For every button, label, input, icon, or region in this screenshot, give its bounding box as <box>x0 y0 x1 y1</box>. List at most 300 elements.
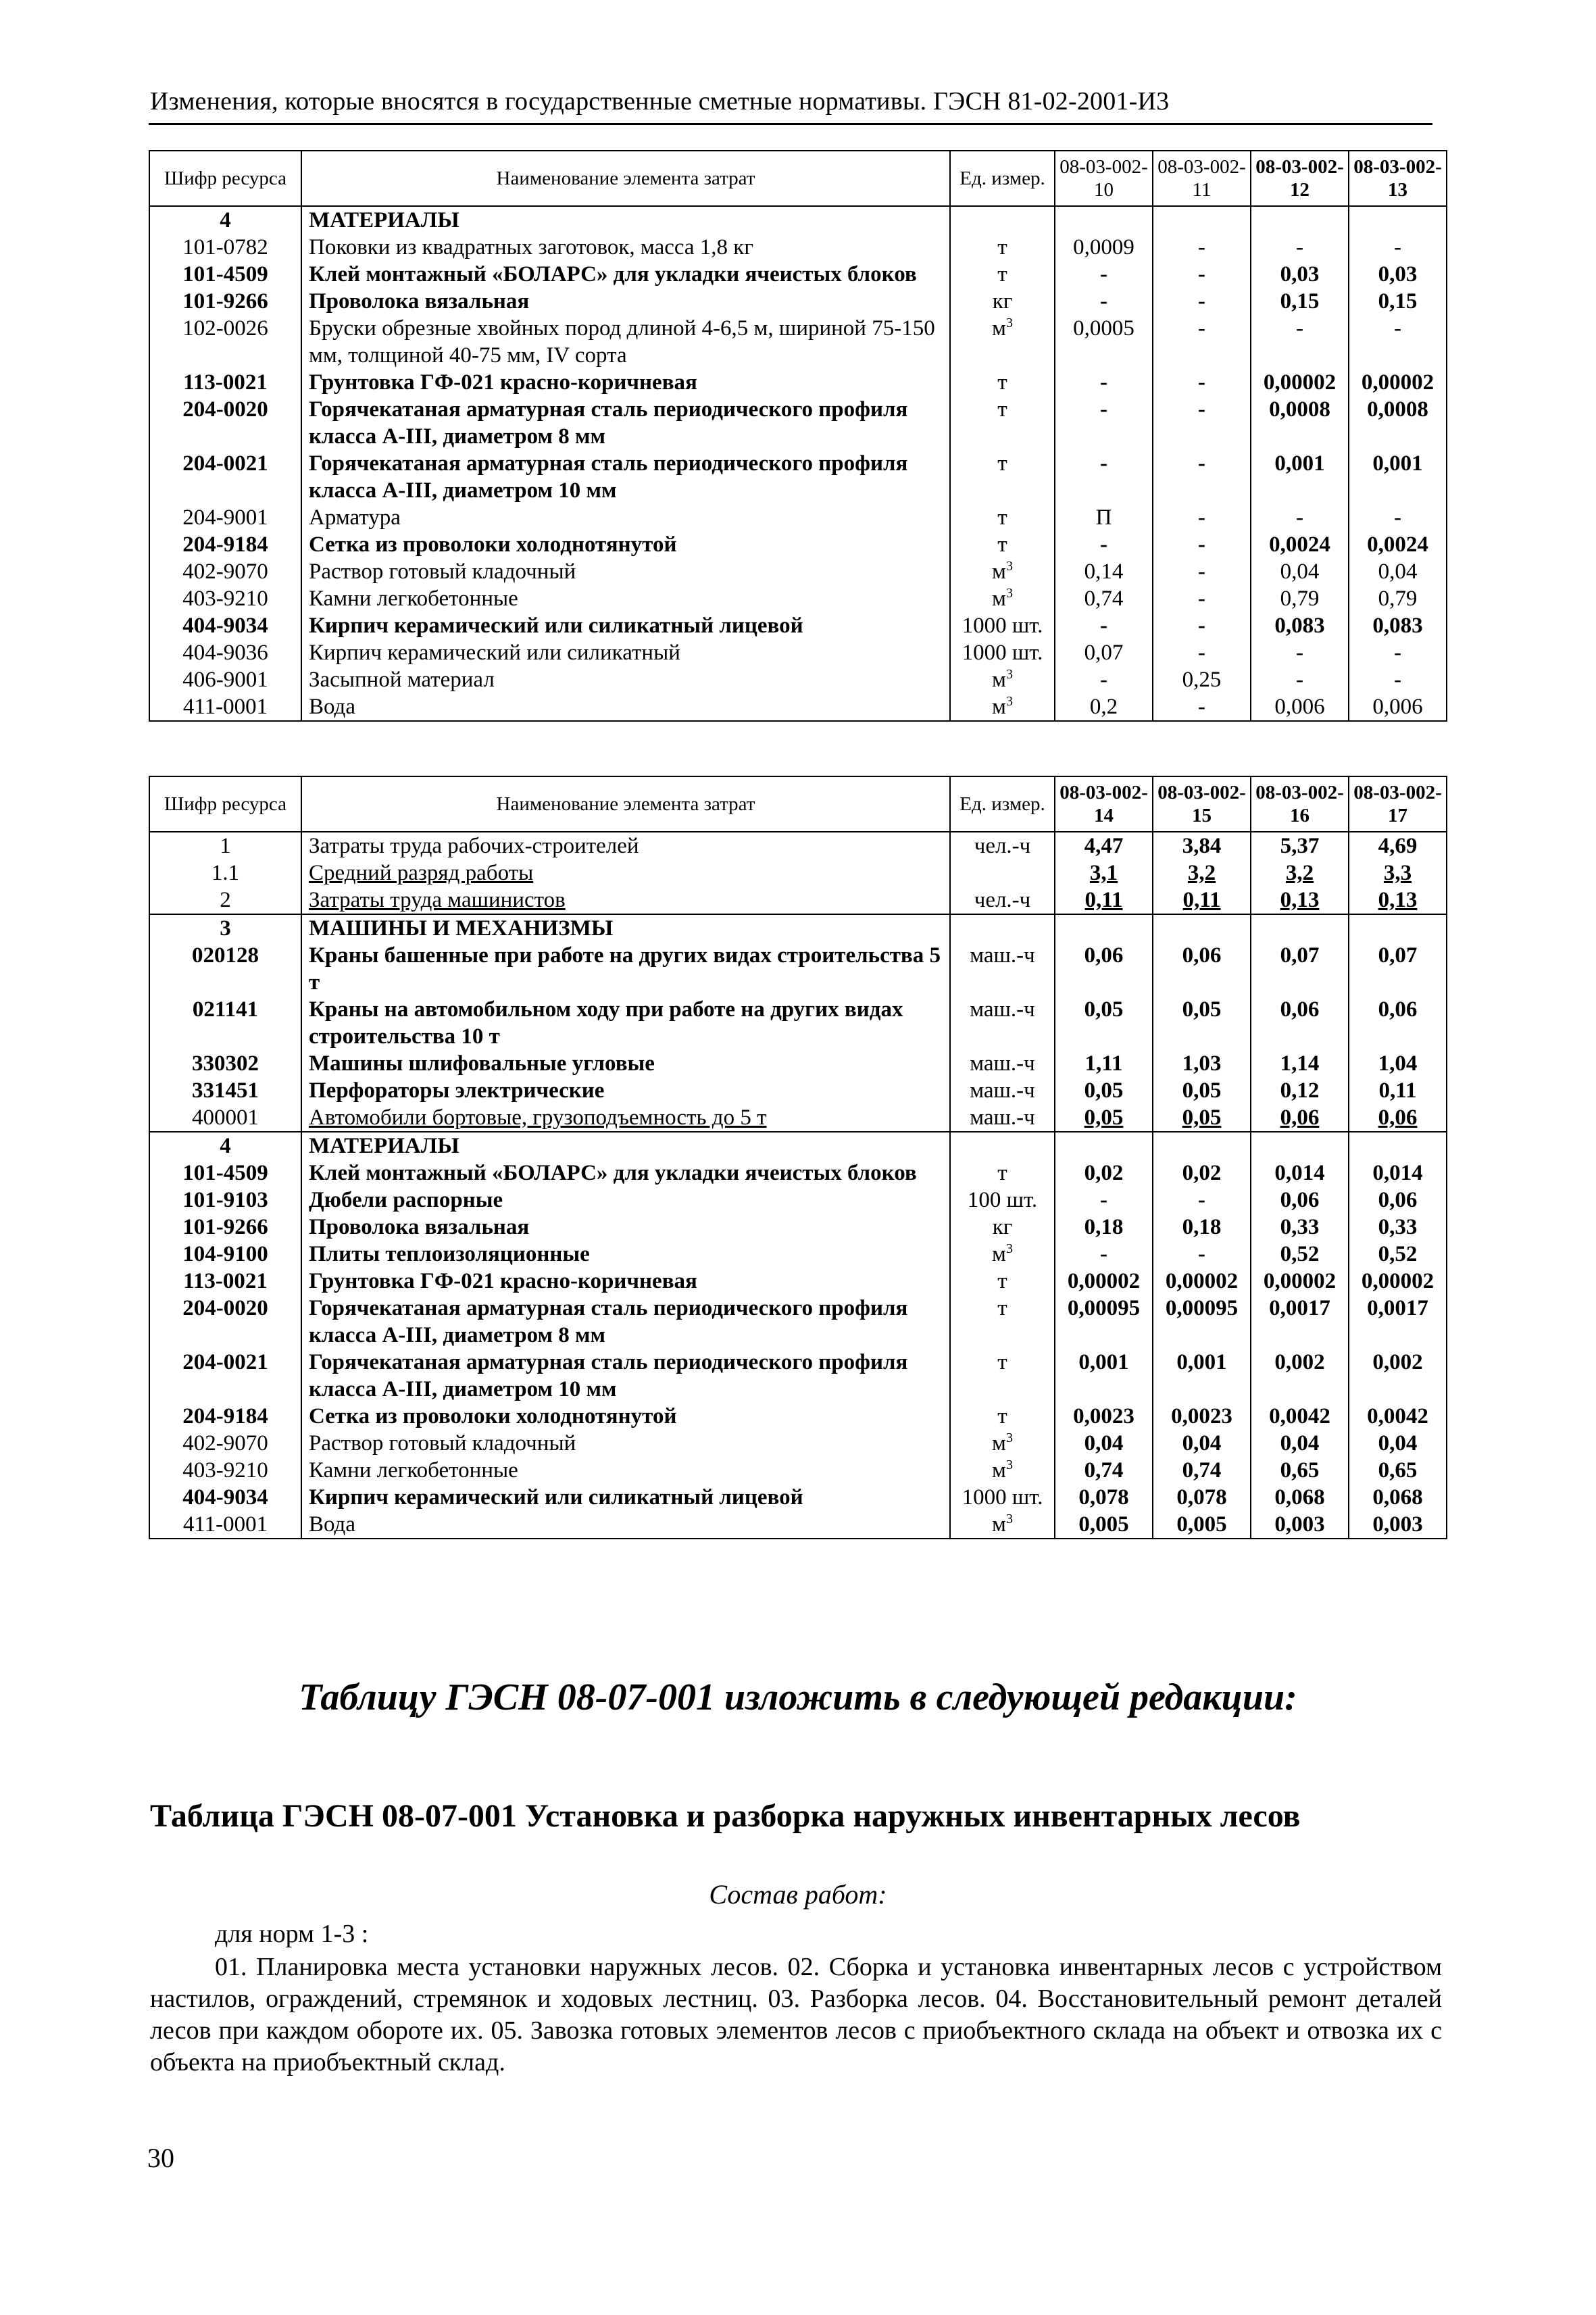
header-col-2: 08-03-002-11 <box>1153 151 1251 206</box>
resource-unit: 1000 шт. <box>950 612 1055 639</box>
resource-code: 402-9070 <box>149 558 301 585</box>
resource-name: Горячекатаная арматурная сталь периодического профиля класса А-III, диаметром 10 мм <box>301 1349 950 1403</box>
value-col-1: 0,05 <box>1055 1077 1153 1104</box>
value-col-3: 0,00002 <box>1251 1268 1349 1295</box>
resource-unit: т <box>950 1295 1055 1349</box>
resource-unit: $м^3$ <box>950 1430 1055 1457</box>
resource-name: Поковки из квадратных заготовок, масса 1,8 кг <box>301 234 950 261</box>
resource-name: Грунтовка ГФ-021 красно-коричневая <box>301 369 950 396</box>
value-col-2: 3,84 <box>1153 832 1251 860</box>
value-col-4: 0,00002 <box>1349 369 1447 396</box>
value-col-1: 0,0009 <box>1055 234 1153 261</box>
header-rule <box>149 123 1432 125</box>
resource-code: 102-0026 <box>149 315 301 369</box>
value-col-2: 0,00002 <box>1153 1268 1251 1295</box>
value-col-3: 0,068 <box>1251 1484 1349 1511</box>
value-col-2: 0,25 <box>1153 666 1251 693</box>
header-col-1: 08-03-002-14 <box>1055 776 1153 832</box>
table-row <box>149 288 1447 315</box>
resource-code: 104-9100 <box>149 1241 301 1268</box>
resource-name: Затраты труда рабочих-строителей <box>301 832 950 860</box>
table-row <box>149 639 1447 666</box>
value-col-4: 0,0024 <box>1349 531 1447 558</box>
value-col-3: 0,0024 <box>1251 531 1349 558</box>
table-row <box>149 942 1447 996</box>
resource-name: Проволока вязальная <box>301 288 950 315</box>
value-col-3: - <box>1251 666 1349 693</box>
table-row <box>149 261 1447 288</box>
value-col-4: 0,06 <box>1349 996 1447 1050</box>
resource-unit: т <box>950 261 1055 288</box>
value-col-2: 1,03 <box>1153 1050 1251 1077</box>
resource-code: 3 <box>149 914 301 942</box>
value-col-1: 0,00095 <box>1055 1295 1153 1349</box>
resource-code: 411-0001 <box>149 1511 301 1539</box>
resource-code: 113-0021 <box>149 369 301 396</box>
value-col-1: - <box>1055 396 1153 450</box>
value-col-1: 0,00002 <box>1055 1268 1153 1295</box>
value-col-3: 0,001 <box>1251 450 1349 504</box>
resource-code: 101-9103 <box>149 1187 301 1214</box>
value-col-3 <box>1251 206 1349 234</box>
resource-unit <box>950 860 1055 887</box>
value-col-4: 0,014 <box>1349 1160 1447 1187</box>
value-col-2: - <box>1153 450 1251 504</box>
resource-name: Вода <box>301 693 950 721</box>
value-col-2: - <box>1153 234 1251 261</box>
resource-code: 403-9210 <box>149 585 301 612</box>
resource-name: Клей монтажный «БОЛАРС» для укладки ячеистых блоков <box>301 1160 950 1187</box>
resource-unit <box>950 1132 1055 1160</box>
resource-name: Краны башенные при работе на других видах строительства 5 т <box>301 942 950 996</box>
value-col-1 <box>1055 1132 1153 1160</box>
value-col-4: - <box>1349 666 1447 693</box>
value-col-3: 0,006 <box>1251 693 1349 721</box>
value-col-3: 0,04 <box>1251 558 1349 585</box>
header-col-2: 08-03-002-15 <box>1153 776 1251 832</box>
value-col-2: 0,11 <box>1153 887 1251 914</box>
resource-unit <box>950 206 1055 234</box>
value-col-3: 0,03 <box>1251 261 1349 288</box>
value-col-4 <box>1349 206 1447 234</box>
value-col-4: 0,068 <box>1349 1484 1447 1511</box>
resource-unit: т <box>950 396 1055 450</box>
value-col-4: 0,006 <box>1349 693 1447 721</box>
resource-unit: т <box>950 504 1055 531</box>
value-col-1: 0,06 <box>1055 942 1153 996</box>
value-col-3 <box>1251 1132 1349 1160</box>
value-col-1: - <box>1055 369 1153 396</box>
resource-code: 204-9184 <box>149 531 301 558</box>
resource-unit: т <box>950 450 1055 504</box>
value-col-4: 0,03 <box>1349 261 1447 288</box>
table-row <box>149 612 1447 639</box>
resource-name: Раствор готовый кладочный <box>301 558 950 585</box>
value-col-2: - <box>1153 639 1251 666</box>
value-col-2: - <box>1153 1241 1251 1268</box>
value-col-2: 0,18 <box>1153 1214 1251 1241</box>
table-row <box>149 693 1447 721</box>
work-composition-heading: Состав работ: <box>709 1879 887 1910</box>
resource-code: 411-0001 <box>149 693 301 721</box>
value-col-4: 1,04 <box>1349 1050 1447 1077</box>
resource-name: Кирпич керамический или силикатный лицевой <box>301 1484 950 1511</box>
value-col-1: 0,05 <box>1055 996 1153 1050</box>
value-col-3: - <box>1251 504 1349 531</box>
value-col-1: 0,078 <box>1055 1484 1153 1511</box>
resource-name: Горячекатаная арматурная сталь периодического профиля класса А-III, диаметром 8 мм <box>301 396 950 450</box>
resource-name: Горячекатаная арматурная сталь периодического профиля класса А-III, диаметром 8 мм <box>301 1295 950 1349</box>
value-col-2: - <box>1153 261 1251 288</box>
value-col-2: - <box>1153 504 1251 531</box>
resource-name: МАТЕРИАЛЫ <box>301 206 950 234</box>
header-code: Шифр ресурса <box>149 151 301 206</box>
resource-unit: т <box>950 1268 1055 1295</box>
value-col-3: 0,0017 <box>1251 1295 1349 1349</box>
value-col-4: 0,65 <box>1349 1457 1447 1484</box>
resource-name: Вода <box>301 1511 950 1539</box>
value-col-1: 3,1 <box>1055 860 1153 887</box>
value-col-1: 0,2 <box>1055 693 1153 721</box>
table-row <box>149 996 1447 1050</box>
table-header-row <box>149 776 1447 832</box>
header-col-3: 08-03-002-12 <box>1251 151 1349 206</box>
table-row <box>149 1430 1447 1457</box>
value-col-2: - <box>1153 558 1251 585</box>
value-col-1: - <box>1055 612 1153 639</box>
resource-code: 4 <box>149 1132 301 1160</box>
header-unit: Ед. измер. <box>950 776 1055 832</box>
value-col-4: 0,04 <box>1349 1430 1447 1457</box>
resource-code: 403-9210 <box>149 1457 301 1484</box>
resource-code: 404-9034 <box>149 612 301 639</box>
table-row <box>149 315 1447 369</box>
resource-code: 204-0020 <box>149 396 301 450</box>
resource-name: Камни легкобетонные <box>301 1457 950 1484</box>
resource-name: Клей монтажный «БОЛАРС» для укладки ячеистых блоков <box>301 261 950 288</box>
value-col-4: - <box>1349 504 1447 531</box>
table-row <box>149 1160 1447 1187</box>
value-col-4 <box>1349 1132 1447 1160</box>
value-col-2: - <box>1153 288 1251 315</box>
resource-unit: маш.-ч <box>950 1104 1055 1132</box>
resource-code: 2 <box>149 887 301 914</box>
table-row <box>149 1403 1447 1430</box>
value-col-2: 0,00095 <box>1153 1295 1251 1349</box>
resource-code: 402-9070 <box>149 1430 301 1457</box>
resource-name: Проволока вязальная <box>301 1214 950 1241</box>
resource-unit: $м^3$ <box>950 315 1055 369</box>
value-col-3: 0,002 <box>1251 1349 1349 1403</box>
value-col-4: 0,52 <box>1349 1241 1447 1268</box>
resource-unit: 1000 шт. <box>950 1484 1055 1511</box>
table-row <box>149 1241 1447 1268</box>
value-col-2: - <box>1153 1187 1251 1214</box>
value-col-4: - <box>1349 639 1447 666</box>
value-col-2: - <box>1153 612 1251 639</box>
page-number: 30 <box>147 2143 174 2173</box>
table-row <box>149 832 1447 860</box>
value-col-2: 3,2 <box>1153 860 1251 887</box>
value-col-1: - <box>1055 261 1153 288</box>
value-col-4: 0,00002 <box>1349 1268 1447 1295</box>
value-col-4: 4,69 <box>1349 832 1447 860</box>
value-col-3: 0,014 <box>1251 1160 1349 1187</box>
resource-name: Средний разряд работы <box>301 860 950 887</box>
value-col-1: - <box>1055 1187 1153 1214</box>
value-col-4 <box>1349 914 1447 942</box>
value-col-4: - <box>1349 234 1447 261</box>
value-col-1: - <box>1055 531 1153 558</box>
value-col-4: 0,04 <box>1349 558 1447 585</box>
value-col-3: 0,083 <box>1251 612 1349 639</box>
table-row <box>149 558 1447 585</box>
value-col-1: - <box>1055 1241 1153 1268</box>
value-col-1: 0,14 <box>1055 558 1153 585</box>
resource-code: 101-4509 <box>149 1160 301 1187</box>
table-body <box>149 151 1447 721</box>
resource-unit: маш.-ч <box>950 1050 1055 1077</box>
value-col-3: 0,003 <box>1251 1511 1349 1539</box>
table-row <box>149 1214 1447 1241</box>
resource-code: 4 <box>149 206 301 234</box>
table-row <box>149 914 1447 942</box>
resource-name: МАТЕРИАЛЫ <box>301 1132 950 1160</box>
value-col-2: 0,05 <box>1153 1104 1251 1132</box>
value-col-2 <box>1153 1132 1251 1160</box>
table-row <box>149 1268 1447 1295</box>
table-row <box>149 1349 1447 1403</box>
resource-unit: т <box>950 1349 1055 1403</box>
resource-code: 204-0021 <box>149 1349 301 1403</box>
resource-name: МАШИНЫ И МЕХАНИЗМЫ <box>301 914 950 942</box>
resources-table-2 <box>149 776 1447 1539</box>
value-col-3: 0,0042 <box>1251 1403 1349 1430</box>
value-col-4: 0,002 <box>1349 1349 1447 1403</box>
resource-name: Арматура <box>301 504 950 531</box>
value-col-4: 0,003 <box>1349 1511 1447 1539</box>
value-col-3: 0,06 <box>1251 1104 1349 1132</box>
resource-unit: т <box>950 531 1055 558</box>
value-col-2 <box>1153 206 1251 234</box>
resource-name: Краны на автомобильном ходу при работе на других видах строительства 10 т <box>301 996 950 1050</box>
value-col-2: 0,001 <box>1153 1349 1251 1403</box>
table-row <box>149 887 1447 914</box>
resource-name: Грунтовка ГФ-021 красно-коричневая <box>301 1268 950 1295</box>
value-col-1 <box>1055 914 1153 942</box>
value-col-1: 0,74 <box>1055 585 1153 612</box>
resource-unit: $м^3$ <box>950 558 1055 585</box>
resources-table-1 <box>149 150 1447 722</box>
resource-name: Машины шлифовальные угловые <box>301 1050 950 1077</box>
value-col-3: 0,06 <box>1251 996 1349 1050</box>
value-col-2: - <box>1153 315 1251 369</box>
value-col-3: 1,14 <box>1251 1050 1349 1077</box>
value-col-4: 0,0042 <box>1349 1403 1447 1430</box>
resource-name: Затраты труда машинистов <box>301 887 950 914</box>
table-row <box>149 1104 1447 1132</box>
value-col-3: - <box>1251 315 1349 369</box>
header-unit: Ед. измер. <box>950 151 1055 206</box>
resource-unit: $м^3$ <box>950 666 1055 693</box>
resource-unit: чел.-ч <box>950 832 1055 860</box>
table-row <box>149 234 1447 261</box>
resource-code: 404-9036 <box>149 639 301 666</box>
table-row <box>149 1295 1447 1349</box>
norms-label: для норм 1-3 : <box>215 1920 369 1948</box>
value-col-2: 0,05 <box>1153 996 1251 1050</box>
value-col-3: 0,13 <box>1251 887 1349 914</box>
header-name: Наименование элемента затрат <box>301 151 950 206</box>
resource-name: Автомобили бортовые, грузоподъемность до 5 т <box>301 1104 950 1132</box>
resource-code: 404-9034 <box>149 1484 301 1511</box>
resource-name: Сетка из проволоки холоднотянутой <box>301 531 950 558</box>
table-row <box>149 504 1447 531</box>
value-col-4: 0,083 <box>1349 612 1447 639</box>
resource-code: 330302 <box>149 1050 301 1077</box>
value-col-4: 0,06 <box>1349 1187 1447 1214</box>
value-col-3: 0,65 <box>1251 1457 1349 1484</box>
resource-code: 204-9184 <box>149 1403 301 1430</box>
resource-code: 113-0021 <box>149 1268 301 1295</box>
value-col-2: - <box>1153 369 1251 396</box>
value-col-3: 3,2 <box>1251 860 1349 887</box>
table-header-row <box>149 151 1447 206</box>
header-col-1: 08-03-002-10 <box>1055 151 1153 206</box>
table-row <box>149 1457 1447 1484</box>
value-col-4: 3,3 <box>1349 860 1447 887</box>
value-col-2: 0,005 <box>1153 1511 1251 1539</box>
header-col-3: 08-03-002-16 <box>1251 776 1349 832</box>
value-col-1: - <box>1055 666 1153 693</box>
resource-unit: $м^3$ <box>950 1241 1055 1268</box>
value-col-3: 0,07 <box>1251 942 1349 996</box>
resource-code: 406-9001 <box>149 666 301 693</box>
value-col-2: 0,078 <box>1153 1484 1251 1511</box>
value-col-4: 0,11 <box>1349 1077 1447 1104</box>
value-col-4: 0,15 <box>1349 288 1447 315</box>
resource-name: Горячекатаная арматурная сталь периодического профиля класса А-III, диаметром 10 мм <box>301 450 950 504</box>
resource-unit: 1000 шт. <box>950 639 1055 666</box>
resource-name: Бруски обрезные хвойных пород длиной 4-6,5 м, шириной 75-150 мм, толщиной 40-75 мм, IV сорта <box>301 315 950 369</box>
resource-unit: кг <box>950 288 1055 315</box>
resource-unit: маш.-ч <box>950 996 1055 1050</box>
edit-instruction-title: Таблицу ГЭСН 08-07-001 изложить в следующей редакции: <box>299 1676 1297 1718</box>
resource-unit: $м^3$ <box>950 693 1055 721</box>
resource-name: Засыпной материал <box>301 666 950 693</box>
value-col-1: 0,07 <box>1055 639 1153 666</box>
value-col-4: 0,06 <box>1349 1104 1447 1132</box>
value-col-2 <box>1153 914 1251 942</box>
value-col-4: 0,0008 <box>1349 396 1447 450</box>
value-col-4: 0,13 <box>1349 887 1447 914</box>
resource-code: 331451 <box>149 1077 301 1104</box>
resource-name: Дюбели распорные <box>301 1187 950 1214</box>
table-row <box>149 1511 1447 1539</box>
value-col-3: 0,79 <box>1251 585 1349 612</box>
resource-unit: $м^3$ <box>950 1457 1055 1484</box>
resource-name: Перфораторы электрические <box>301 1077 950 1104</box>
value-col-2: 0,06 <box>1153 942 1251 996</box>
table-row <box>149 531 1447 558</box>
value-col-4: 0,79 <box>1349 585 1447 612</box>
table-row <box>149 1484 1447 1511</box>
resource-code: 400001 <box>149 1104 301 1132</box>
header-col-4: 08-03-002-13 <box>1349 151 1447 206</box>
table-row <box>149 369 1447 396</box>
table-row <box>149 1050 1447 1077</box>
value-col-3: 0,12 <box>1251 1077 1349 1104</box>
value-col-2: 0,04 <box>1153 1430 1251 1457</box>
table-row <box>149 396 1447 450</box>
value-col-1: 1,11 <box>1055 1050 1153 1077</box>
value-col-1: 0,0023 <box>1055 1403 1153 1430</box>
page-header: Изменения, которые вносятся в государственные сметные нормативы. ГЭСН 81-02-2001-И3 <box>150 87 1170 116</box>
value-col-3: 0,0008 <box>1251 396 1349 450</box>
resource-name: Кирпич керамический или силикатный <box>301 639 950 666</box>
value-col-4: - <box>1349 315 1447 369</box>
header-col-4: 08-03-002-17 <box>1349 776 1447 832</box>
value-col-4: 0,33 <box>1349 1214 1447 1241</box>
resource-unit: т <box>950 1403 1055 1430</box>
value-col-2: 0,02 <box>1153 1160 1251 1187</box>
table-row <box>149 860 1447 887</box>
resource-unit: маш.-ч <box>950 942 1055 996</box>
value-col-4: 0,07 <box>1349 942 1447 996</box>
value-col-1: - <box>1055 450 1153 504</box>
resource-name: Камни легкобетонные <box>301 585 950 612</box>
value-col-1: 0,02 <box>1055 1160 1153 1187</box>
value-col-1: 0,05 <box>1055 1104 1153 1132</box>
value-col-1: 0,74 <box>1055 1457 1153 1484</box>
resource-code: 101-0782 <box>149 234 301 261</box>
value-col-1: 0,0005 <box>1055 315 1153 369</box>
value-col-3: 0,52 <box>1251 1241 1349 1268</box>
table-row <box>149 1077 1447 1104</box>
value-col-3: 5,37 <box>1251 832 1349 860</box>
resource-unit: чел.-ч <box>950 887 1055 914</box>
table-row <box>149 585 1447 612</box>
value-col-2: - <box>1153 693 1251 721</box>
resource-code: 204-0021 <box>149 450 301 504</box>
value-col-1: 0,001 <box>1055 1349 1153 1403</box>
resource-code: 020128 <box>149 942 301 996</box>
resource-unit: т <box>950 369 1055 396</box>
resource-code: 101-4509 <box>149 261 301 288</box>
resource-unit: кг <box>950 1214 1055 1241</box>
header-code: Шифр ресурса <box>149 776 301 832</box>
table-row <box>149 1132 1447 1160</box>
value-col-1: 0,04 <box>1055 1430 1153 1457</box>
resource-unit: т <box>950 1160 1055 1187</box>
value-col-2: - <box>1153 585 1251 612</box>
resource-code: 1 <box>149 832 301 860</box>
value-col-2: 0,74 <box>1153 1457 1251 1484</box>
value-col-3: 0,15 <box>1251 288 1349 315</box>
value-col-1: - <box>1055 288 1153 315</box>
resource-unit: маш.-ч <box>950 1077 1055 1104</box>
value-col-1: 0,18 <box>1055 1214 1153 1241</box>
resource-unit: $м^3$ <box>950 1511 1055 1539</box>
value-col-3: 0,00002 <box>1251 369 1349 396</box>
value-col-3 <box>1251 914 1349 942</box>
value-col-4: 0,0017 <box>1349 1295 1447 1349</box>
value-col-2: - <box>1153 396 1251 450</box>
resource-code: 204-0020 <box>149 1295 301 1349</box>
table-row <box>149 1187 1447 1214</box>
resource-code: 101-9266 <box>149 1214 301 1241</box>
value-col-3: 0,04 <box>1251 1430 1349 1457</box>
